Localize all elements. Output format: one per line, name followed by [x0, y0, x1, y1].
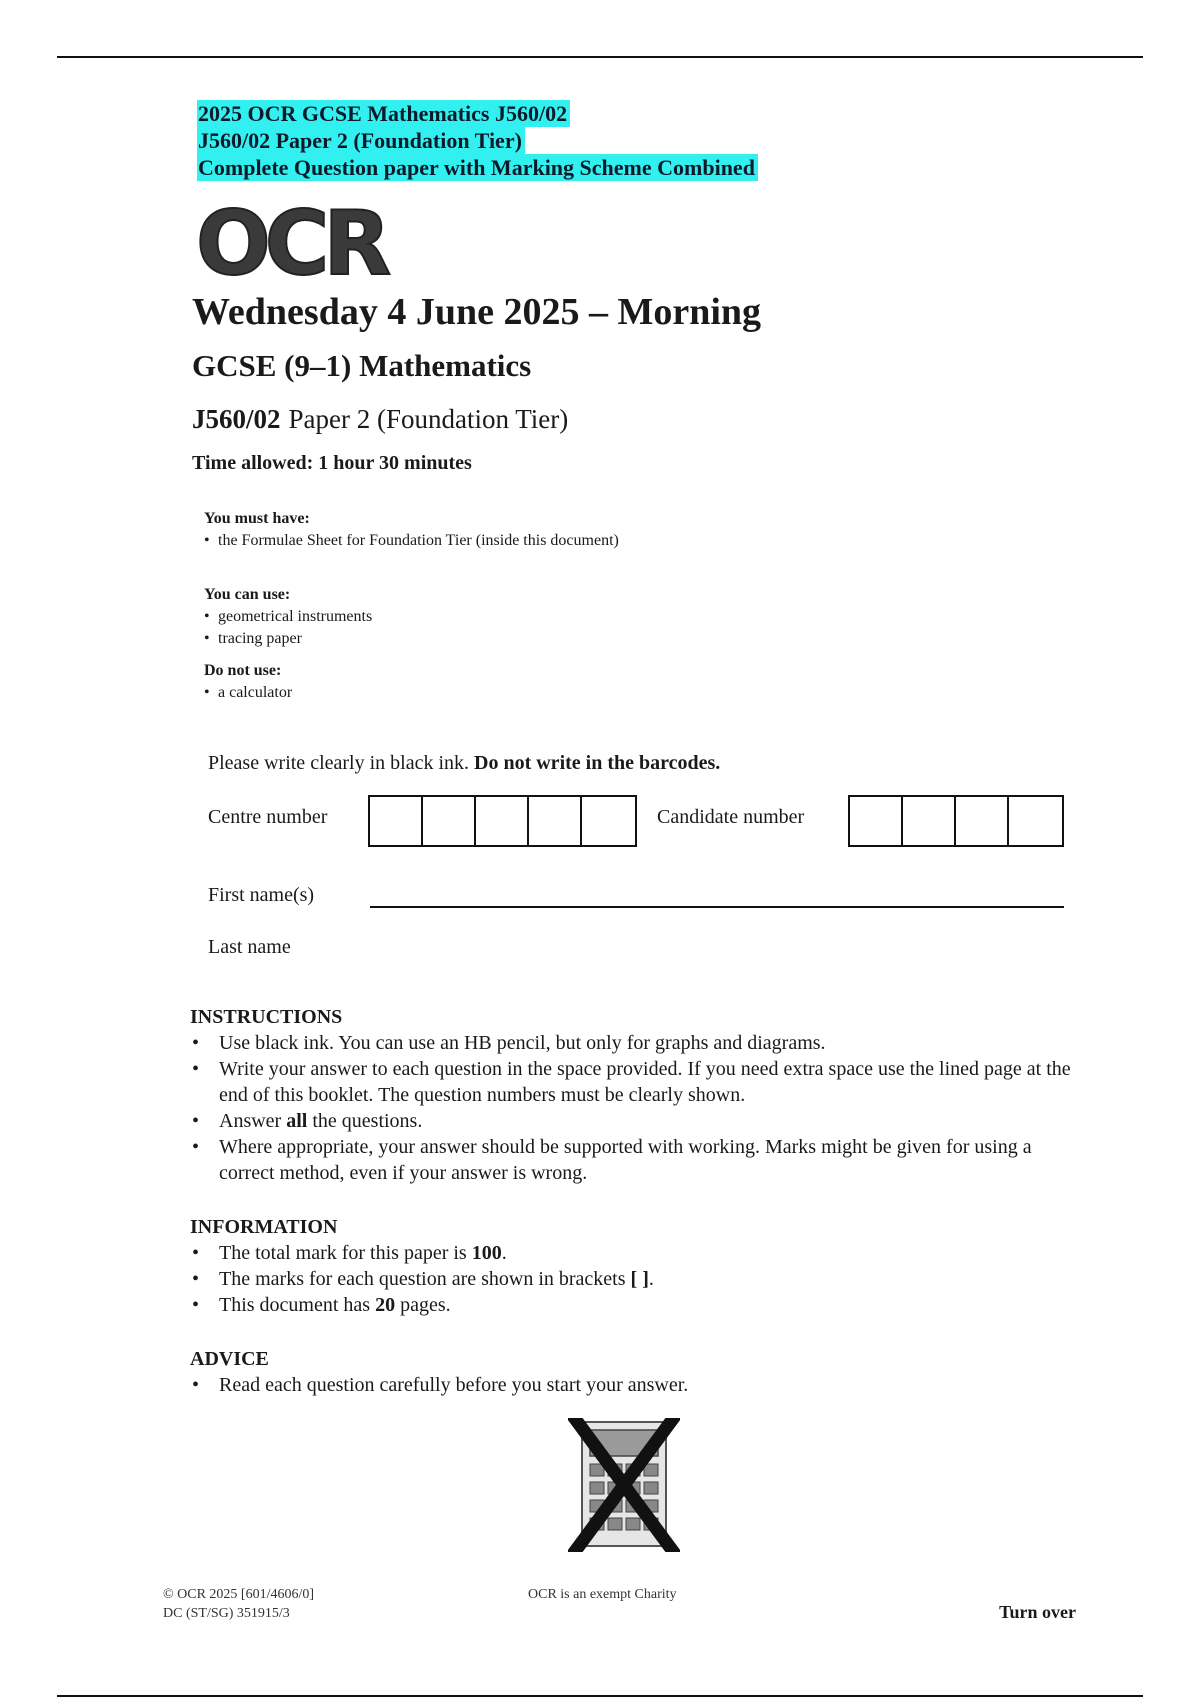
information-item: • The total mark for this paper is 100.	[190, 1240, 1090, 1266]
candidate-number-box[interactable]	[850, 797, 903, 845]
write-notice-bold: Do not write in the barcodes.	[474, 752, 721, 774]
can-use-heading: You can use:	[204, 586, 291, 603]
candidate-number-box[interactable]	[1009, 797, 1062, 845]
write-notice	[208, 752, 720, 775]
centre-number-box[interactable]	[529, 797, 582, 845]
no-calculator-icon	[568, 1418, 680, 1552]
time-allowed: Time allowed: 1 hour 30 minutes	[192, 452, 472, 474]
candidate-number-box[interactable]	[903, 797, 956, 845]
top-rule	[57, 56, 1143, 58]
highlight-line-3: Complete Question paper with Marking Scheme Combined	[197, 154, 758, 181]
centre-number-box[interactable]	[423, 797, 476, 845]
footer-charity: OCR is an exempt Charity	[528, 1587, 677, 1602]
can-use-block	[204, 584, 624, 650]
instruction-item: • Answer all the questions.	[190, 1108, 1090, 1134]
instruction-item: • Where appropriate, your answer should be supported with working. Marks might be given for using a correct method, even if your answer is wrong.	[190, 1134, 1090, 1186]
do-not-use-heading: Do not use:	[204, 662, 282, 679]
centre-number-box[interactable]	[476, 797, 529, 845]
footer-copyright: © OCR 2025 [601/4606/0]	[163, 1587, 315, 1602]
centre-number-label: Centre number	[208, 806, 328, 828]
must-have-block	[204, 508, 624, 552]
do-not-use-item: • a calculator	[204, 682, 624, 704]
turn-over: Turn over	[999, 1602, 1076, 1622]
first-name-label: First name(s)	[208, 884, 315, 906]
information-section	[190, 1214, 1090, 1318]
advice-section	[190, 1346, 1090, 1398]
highlighted-title	[197, 100, 758, 181]
highlight-line-1: 2025 OCR GCSE Mathematics J560/02	[197, 100, 570, 127]
centre-number-box[interactable]	[582, 797, 635, 845]
advice-item: • Read each question carefully before you start your answer.	[190, 1372, 1090, 1398]
last-name-label: Last name	[208, 936, 291, 958]
advice-heading: ADVICE	[190, 1348, 269, 1370]
information-item: • This document has 20 pages.	[190, 1292, 1090, 1318]
candidate-number-label: Candidate number	[657, 806, 805, 828]
footer-code: DC (ST/SG) 351915/3	[163, 1606, 290, 1621]
bottom-rule	[57, 1695, 1143, 1697]
candidate-number-boxes[interactable]	[848, 795, 1064, 847]
highlight-line-2: J560/02 Paper 2 (Foundation Tier)	[197, 127, 525, 154]
information-item: • The marks for each question are shown in brackets [ ].	[190, 1266, 1090, 1292]
paper-code: J560/02	[192, 404, 281, 434]
first-name-field[interactable]	[370, 906, 1064, 908]
can-use-item: • geometrical instruments	[204, 606, 624, 628]
candidate-number-box[interactable]	[956, 797, 1009, 845]
exam-date: Wednesday 4 June 2025 – Morning	[192, 291, 762, 333]
write-notice-plain: Please write clearly in black ink.	[208, 752, 470, 774]
ocr-logo: OCR	[196, 192, 386, 295]
centre-number-boxes[interactable]	[368, 795, 637, 847]
must-have-item: • the Formulae Sheet for Foundation Tier (inside this document)	[204, 530, 624, 552]
instructions-heading: INSTRUCTIONS	[190, 1006, 343, 1028]
can-use-item: • tracing paper	[204, 628, 624, 650]
paper-name: Paper 2 (Foundation Tier)	[288, 404, 569, 434]
information-heading: INFORMATION	[190, 1216, 338, 1238]
qualification-title: GCSE (9–1) Mathematics	[192, 348, 532, 383]
do-not-use-block	[204, 660, 624, 704]
must-have-heading: You must have:	[204, 510, 310, 527]
footer-left	[163, 1585, 314, 1623]
instruction-item: • Use black ink. You can use an HB pencil, but only for graphs and diagrams.	[190, 1030, 1090, 1056]
centre-number-box[interactable]	[370, 797, 423, 845]
paper-title	[192, 404, 568, 435]
instruction-item: • Write your answer to each question in the space provided. If you need extra space use the lined page at the end of this booklet. The question numbers must be clearly shown.	[190, 1056, 1090, 1108]
instructions-section	[190, 1004, 1090, 1186]
